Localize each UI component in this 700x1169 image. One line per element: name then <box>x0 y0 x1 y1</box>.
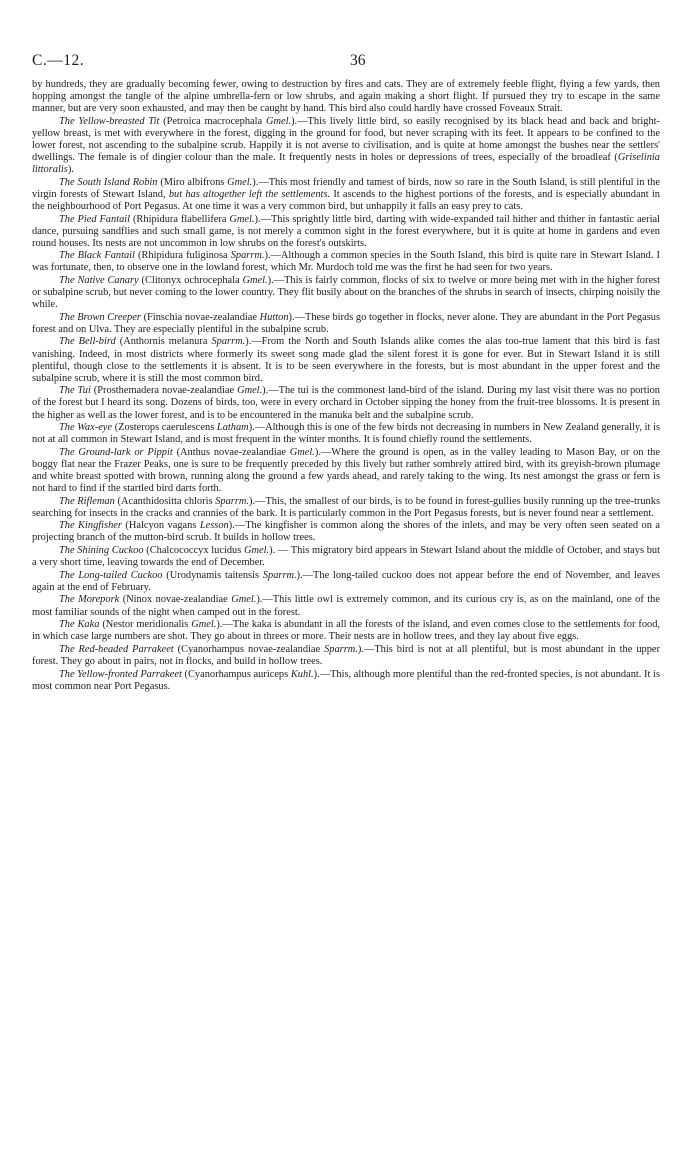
paragraph <box>32 520 660 544</box>
italic-text: The South Island Robin <box>59 176 158 188</box>
text-run: (Petroica macrocephala <box>159 115 266 127</box>
paragraph <box>32 79 660 115</box>
italic-text: Sparrm. <box>262 569 297 581</box>
italic-text: Gmel. <box>289 446 315 458</box>
italic-text: Gmel. <box>244 545 270 557</box>
paragraph <box>32 385 660 421</box>
text-run: (Cyanorhampus novae-zealandiae <box>173 643 325 655</box>
paragraph <box>32 545 660 569</box>
text-run: (Ninox novae-zealandiae <box>119 594 232 606</box>
italic-text: The Red-headed Parrakeet <box>59 643 174 655</box>
text-run: (Rhipidura flabellifera <box>130 213 230 225</box>
paragraph <box>32 496 660 520</box>
paragraph <box>32 619 660 643</box>
italic-text: Gmel. <box>227 176 253 188</box>
italic-text: The Morepork <box>59 594 120 606</box>
text-run: ).—Although a common species in the South Island, this bird is quite rare in Stewart Island. I was fortunate, then, to observe one in the lowland forest, which Mr. Murdoch told me was the first he had seen for two years. <box>32 250 660 274</box>
italic-text: Kuhl. <box>290 668 314 680</box>
text-run: ).—This bird is not at all plentiful, but is most abundant in the upper forest. They go about in pairs, not in flocks, and build in hollow trees. <box>32 643 660 667</box>
paragraph <box>32 669 660 693</box>
text-run: ).—This, the smallest of our birds, is to be found in forest-gullies busily running up the tree-trunks searching for insects in the cracks and crannies of the bark. It is particularly common in the Port Pegasus forests, but is never found near a settlement. <box>32 495 660 519</box>
paragraph <box>32 214 660 250</box>
italic-text: The Ground-lark or Pippit <box>59 446 173 458</box>
body-text <box>32 79 660 693</box>
paragraph <box>32 570 660 594</box>
italic-text: Gmel. <box>191 619 217 631</box>
paragraph <box>32 336 660 384</box>
italic-text: The Kaka <box>59 619 100 631</box>
text-run: ).—From the North and South Islands alike comes the alas too-true lament that this bird is fast vanishing. Indeed, in most districts where formerly its sweet song made glad the silent forest it is gone for ever. But in Stewart Island it is still plentiful, though close to the settlements it is absent. It is to be seen everywhere in the forests, but is most abundant in the upper forest and the subalpine scrub, where it is still the most common bird. <box>32 336 661 384</box>
paragraph <box>32 250 660 274</box>
italic-text: Gmel. <box>242 275 268 286</box>
text-run: It ascends to the highest portions of the forests, and is especially abundant in the neighbourhood of Port Pegasus. At one time it was a very common bird, but unhappily it falls an easy prey to cats. <box>32 188 660 212</box>
text-run: ).—These birds go together in flocks, never alone. They are abundant in the Port Pegasus forest and on Ulva. They are especially plentiful in the subalpine scrub. <box>32 311 660 335</box>
text-run: (Miro albifrons <box>157 176 228 188</box>
italic-text: The Native Canary <box>59 275 139 286</box>
italic-text: Gmel. <box>229 213 255 225</box>
italic-text: Gmel. <box>265 115 292 127</box>
text-run: ).—The kaka is abundant in all the forests of the island, and even comes close to the settlements for food, in which case large numbers are shot. They go about in threes or more. Their nests are in hollow trees, and they lay about five eggs. <box>32 619 660 643</box>
paragraph <box>32 116 660 176</box>
italic-text: The Yellow-fronted Parrakeet <box>59 668 182 680</box>
italic-text: The Black Fantail <box>59 250 135 262</box>
paragraph <box>32 177 660 213</box>
italic-text: The Brown Creeper <box>59 311 141 323</box>
text-run: (Chalcococcyx lucidus <box>143 545 244 557</box>
italic-text: Hutton <box>259 311 289 323</box>
italic-text: The Rifleman <box>59 495 115 507</box>
text-run: (Clitonyx ochrocephala <box>138 275 243 286</box>
text-run: ). <box>67 164 74 176</box>
text-run: ).—The long-tailed cuckoo does not appear before the end of November, and leaves again at the end of February. <box>32 569 660 593</box>
text-run: ).—Where the ground is open, as in the valley leading to Mason Bay, or on the boggy flat near the Frazer Peaks, one is sure to be frequently preceded by this lively but rather sombrely attired bird, with its greyish-brown plumage and white breast spotted with brown, running along the ground a few yards ahead, and rarely taking to the wing. Its nest amongst the grass or fern is not hard to find if the startled bird darts forth. <box>32 446 660 495</box>
text-run: (Acanthidositta chloris <box>114 495 216 507</box>
text-run: (Nestor meridionalis <box>99 619 192 631</box>
text-run: ).—This most friendly and tamest of birds, now so rare in the South Island, is still plentiful in the virgin forests of Stewart Island, <box>32 176 660 200</box>
italic-text: The Wax-eye <box>59 422 113 434</box>
text-run: (Anthus novae-zealandiae <box>172 446 290 458</box>
italic-text: The Bell-bird <box>59 336 116 348</box>
italic-text: Lesson <box>199 520 229 532</box>
text-run: (Anthornis melanura <box>115 336 212 348</box>
italic-text: Gmel. <box>237 385 263 397</box>
italic-text: Sparrm. <box>215 495 249 507</box>
text-run: ). — This migratory bird appears in Stewart Island about the middle of October, and stays but a very short time, leaving towards the end of December. <box>32 545 660 569</box>
italic-text: The Shining Cuckoo <box>59 545 144 557</box>
text-run: ).—This, although more plentiful than the red-fronted species, is not abundant. It is most common near Port Pegasus. <box>32 668 660 692</box>
text-run: (Halcyon vagans <box>121 520 200 532</box>
italic-text: Sparrm. <box>230 250 265 262</box>
text-run: (Zosterops caerulescens <box>112 422 217 434</box>
text-run: by hundreds, they are gradually becoming fewer, owing to destruction by fires and cats. They are of extremely feeble flight, flying a few yards, then hopping amongst the tangle of the alpine umbrella-fern or low shrubs, and again making a short flight. If pursued they try to escape in the same manner, but are very soon exhausted, and may then be caught by hand. This bird also could hardly have crossed Foveaux Strait. <box>32 79 660 115</box>
text-run: (Rhipidura fuliginosa <box>134 250 231 262</box>
italic-text: The Long-tailed Cuckoo <box>59 569 163 581</box>
text-run: (Cyanorhampus auriceps <box>181 668 291 680</box>
paragraph <box>32 594 660 618</box>
paragraph <box>32 312 660 336</box>
italic-text: Gmel. <box>231 594 257 606</box>
italic-text: Sparrm. <box>211 336 246 348</box>
paragraph <box>32 422 660 446</box>
italic-text: The Pied Fantail <box>59 213 131 225</box>
italic-text: Latham <box>216 422 249 434</box>
page-header <box>32 52 660 74</box>
text-run: ).—This lively little bird, so easily recognised by its black head and back and bright-yellow breast, is met with everywhere in the forest, digging in the ground for food, but never scraping with its feet. It appears to be confined to the lower forest, not ascending to the subalpine scrub. Happily it is not averse to civilisation, and is quite at home amongst the bushes near the settlers' dwellings. The female is of dingier colour than the male. It frequently nests in holes or depressions of trees, especially of the broadleaf ( <box>32 115 660 164</box>
text-run: ).—This little owl is extremely common, and its curious cry is, as on the mainland, one of the most familiar sounds of the night when camped out in the forest. <box>32 594 660 618</box>
text-run: (Urodynamis taitensis <box>162 569 263 581</box>
text-run: ).—This is fairly common, flocks of six to twelve or more being met with in the higher forest or subalpine scrub, but never coming to the lower country. They flit busily about on the branches of the shrubs in search of insects, chirping noisily the while. <box>32 275 660 311</box>
report-code: C.—12. <box>32 52 85 69</box>
italic-text: The Kingfisher <box>59 520 122 532</box>
text-run: ).—This sprightly little bird, darting with wide-expanded tail hither and thither in fantastic aerial dance, pursuing sandflies and such small game, is not merely a common sight in the forest everywhere, but it is quite at home in gardens and even round houses. Its nests are not uncommon in low shrubs on the forest's outskirts. <box>32 213 661 249</box>
text-run: ).—The tui is the commonest land-bird of the island. During my last visit there was no portion of the forest but I heard its song. Dozens of birds, too, were in every orchard in October sipping the honey from the fruit-tree blossoms. It is present in the higher as well as the lower forest, and is to be encountered in the manuka belt and the subalpine scrub. <box>32 385 660 421</box>
paragraph <box>32 644 660 668</box>
italic-text: but has altogether left the settlements. <box>168 188 331 200</box>
text-run: (Finschia novae-zealandiae <box>140 311 260 323</box>
italic-text: The Tui <box>59 385 91 397</box>
text-run: (Prosthemadera novae-zealandiae <box>90 385 238 397</box>
italic-text: The Yellow-breasted Tit <box>59 115 160 127</box>
italic-text: Sparrm. <box>324 643 358 655</box>
paragraph <box>32 447 660 495</box>
italic-text: Griselinia littoralis <box>32 152 660 176</box>
text-run: ).—The kingfisher is common along the shores of the inlets, and may be very often seen seated on a projecting branch of the mutton-bird scrub. It builds in hollow trees. <box>32 520 660 544</box>
paragraph <box>32 275 660 311</box>
text-run: ).—Although this is one of the few birds not decreasing in numbers in New Zealand generally, it is not at all common in Stewart Island, and is most frequent in the winter months. It is found chiefly round the settlements. <box>32 422 660 446</box>
page-number: 36 <box>350 52 366 69</box>
